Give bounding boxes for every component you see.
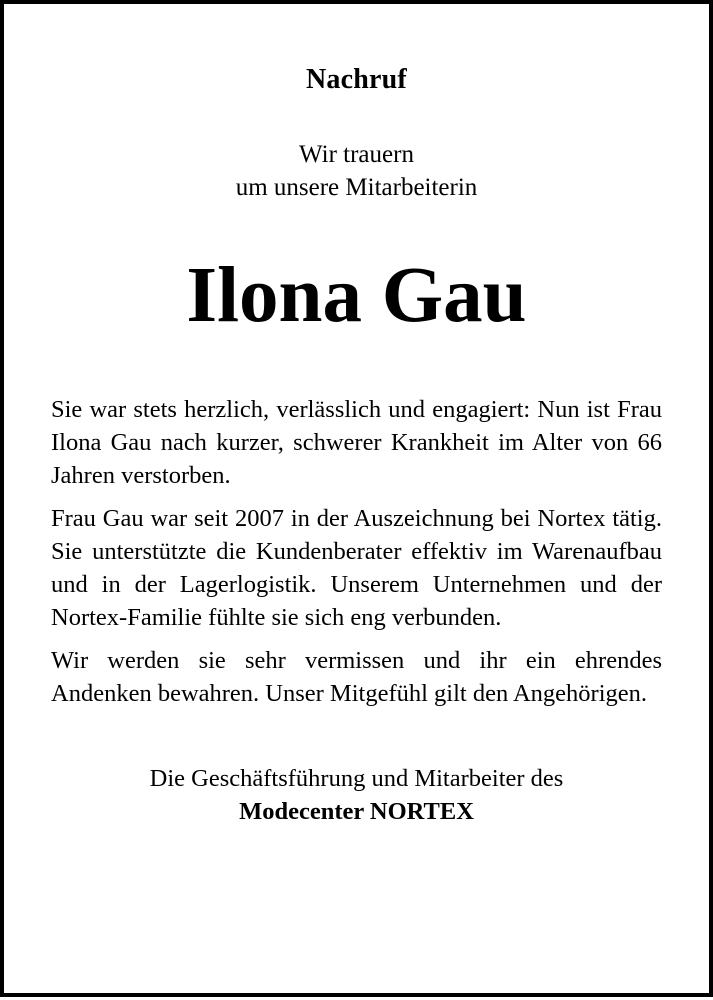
notice-heading: Nachruf [306, 64, 407, 95]
subtitle-line-1: Wir trauern [299, 141, 414, 168]
body-paragraph: Sie war stets herzlich, verlässlich und engagiert: Nun ist Frau Ilona Gau nach kurzer, schwerer Krankheit im Alter von 66 Jahren verstorben. [51, 396, 662, 489]
body-paragraph: Wir werden sie sehr vermissen und ihr ein ehrendes Andenken bewahren. Unser Mitgefühl gilt den Angehörigen. [51, 647, 662, 707]
signature-line-1: Die Geschäftsführung und Mitarbeiter des [149, 765, 564, 792]
deceased-name: Ilona Gau [186, 252, 527, 339]
notice-content [4, 4, 709, 993]
notice-subtitle [51, 94, 662, 204]
body-paragraph: Frau Gau war seit 2007 in der Auszeichnung bei Nortex tätig. Sie unterstützte die Kundenberater effektiv im Warenaufbau und in der Lagerlogistik. Unserem Unternehmen und der Nortex-Familie fühlte sie sich eng verbunden. [51, 505, 662, 631]
subtitle-line-2: um unsere Mitarbeiterin [235, 174, 478, 201]
notice-signature [51, 710, 662, 828]
notice-body [51, 335, 662, 710]
signature-line-2: Modecenter NORTEX [239, 798, 474, 825]
